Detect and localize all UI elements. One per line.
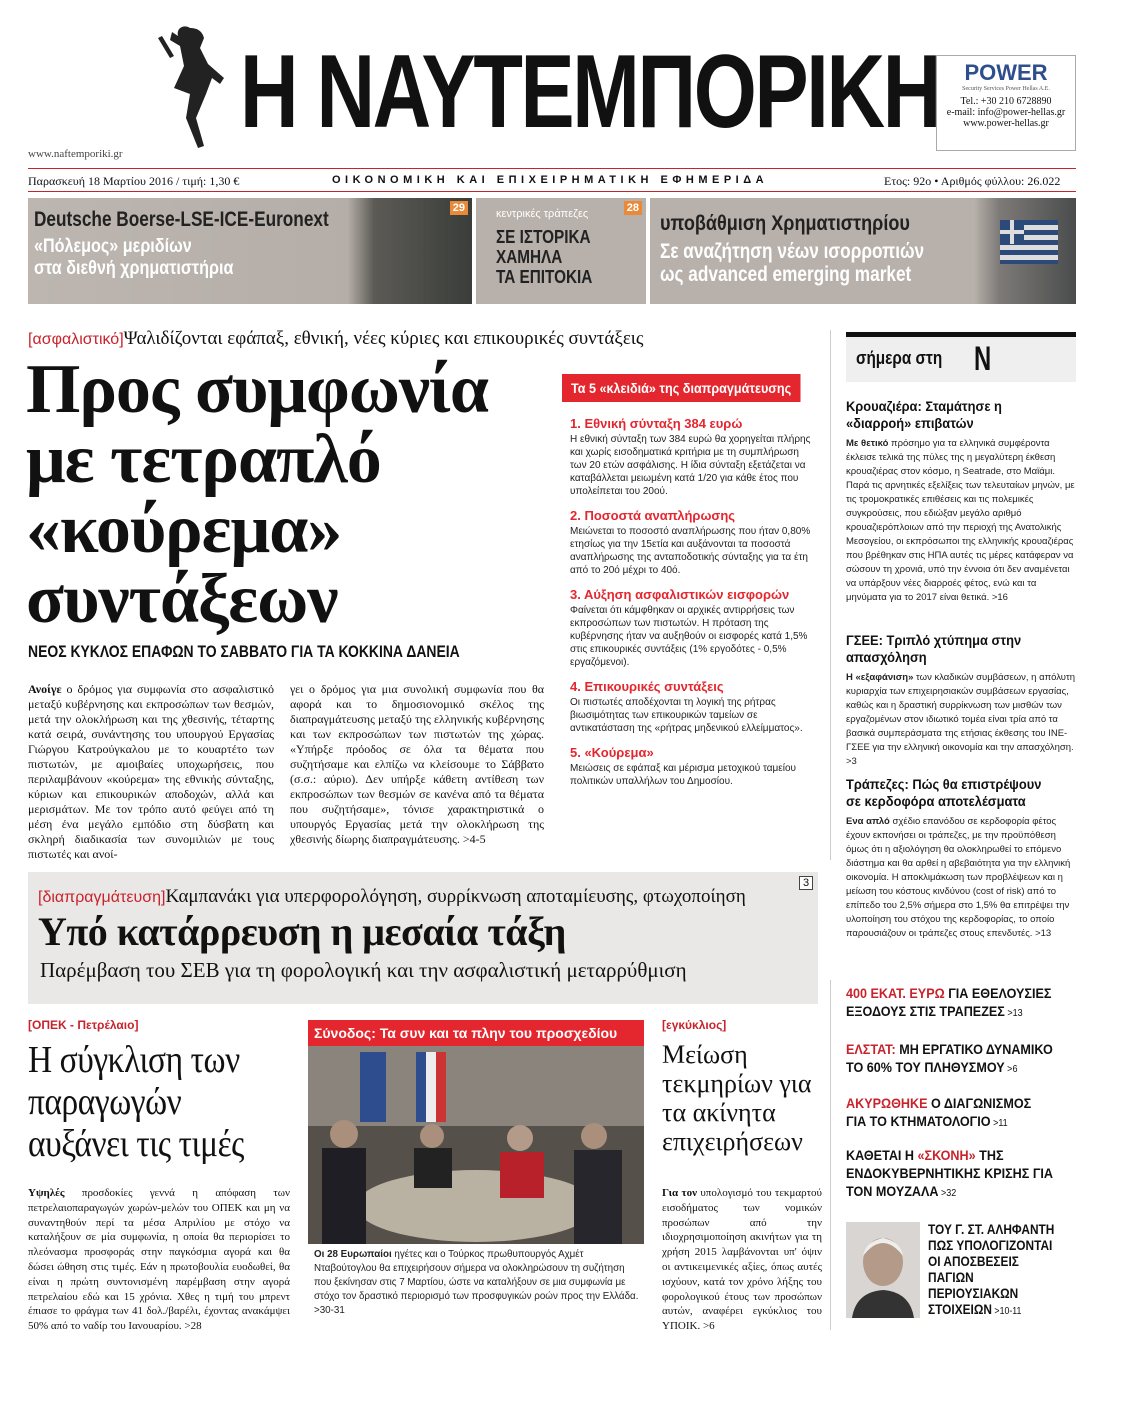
side-story-gsee[interactable]: ΓΣΕΕ: Τριπλό χτύπημα στην απασχόληση Η «εξαφάνιση» των κλαδικών συμβάσεων, η απόλυτη κυριαρχία των επιχειρησιακών συμβάσεων εργασίας, καθώς και η δραστική συρρίκνωση των μισθών των εργαζομένων στον ιδιωτικό τομέα είναι τρία από τα βασικά συμπεράσματα της ετήσιας έκθεσης του ΙΝΕ-ΓΣΕΕ για την ελληνική οικονομία και την απασχόληση. >3 [846,632,1076,767]
interview-headline[interactable]: ΤΟΥ Γ. ΣΤ. ΑΛΗΦΑΝΤΗ ΠΩΣ ΥΠΟΛΟΓΙΖΟΝΤΑΙ ΟΙ ΑΠΟΣΒΕΣΕΙΣ ΠΑΓΙΩΝ ΠΕΡΙΟΥΣΙΑΚΩΝ ΣΤΟΙΧΕΙΩΝ >10-11 [928,1222,1055,1317]
opec-headline[interactable]: Η σύγκλιση των παραγωγών αυξάνει τις τιμές [28,1039,244,1165]
lead-body-col1: Ανοίγε ο δρόμος για συμφωνία στο ασφαλιστικό μεταξύ κυβέρνησης και εκπροσώπων των θεσμών, μετά την ολοκλήρωση και της χθεσινής, τέταρτης κατά σειρά, συνάντησης του υπουργού Εργασίας Γιώργου Κατρούγκαλου με το κουαρτέτο των πιστωτών, με αμοιβαίες υποχωρήσεις, που περιλαμβάνουν «κούρεμα» της εθνικής σύνταξης, κύριων και επικουρικών αποδοχών, αλλά και μερισμάτων. Με τον τρόπο αυτό φεύγει από τη μέση ένα μεγάλο εμπόδιο στη δύσβατη και σκληρή διαδικασία των συνομιλιών με τους πιστωτές και ανοί- [28,682,274,861]
promo-page: 29 [450,201,468,215]
mercury-logo-icon [150,18,228,158]
sidebar-n-logo: N [974,340,992,378]
date-price: Παρασκευή 18 Μαρτίου 2016 / τιμή: 1,30 € [28,174,240,188]
power-ad[interactable] [936,55,1076,151]
circular-body: Για τον υπολογισμό του τεκμαρτού εισοδήματος των νομικών προσώπων από την ιδιοχρησιμοποίηση ακινήτων για τη χρήση 2015 λαμβάνονται υπ' όψιν οι αντικειμενικές αξίες, όπως αυτές ισχύουν, κατά τον χρόνο λήξης του φορολογικού έτους των προσώπων αυτών, αναφέρει εγκύκλιος του ΥΠΟΙΚ. >6 [662,1187,822,1333]
column-divider [830,330,831,860]
promo-subline: «Πόλεμος» μεριδίων στα διεθνή χρηματιστήρια [34,236,234,279]
masthead-title: Η ΝΑΥΤΕΜΠΟΡΙΚΗ [240,34,939,150]
sidebar-title: σήμερα στη [856,348,943,368]
promo-stock-exchanges[interactable] [28,198,472,304]
keys-header: Τα 5 «κλειδιά» της διαπραγμάτευσης [562,374,800,402]
ad-web: www.power-hellas.gr [963,118,1049,129]
quick-hit[interactable]: ΚΑΘΕΤΑΙ Η «ΣΚΟΝΗ» ΤΗΣ ΕΝΔΟΚΥΒΕΡΝΗΤΙΚΗΣ ΚΡΙΣΗΣ ΓΙΑ ΤΟΝ ΜΟΥΖΑΛΑ >32 [846,1147,1053,1199]
ad-email: e-mail: info@power-hellas.gr [946,107,1066,118]
key-item: 5. «Κούρεμα» Μειώσεις σε εφάπαξ και μέρισμα μετοχικού ταμείου πολιτικών υπαλλήλων του Δημοσίου. [570,745,797,787]
french-flag-icon [416,1052,446,1122]
promo-headline: Deutsche Boerse-LSE-ICE-Euronext [34,208,329,231]
quick-hit[interactable]: ΑΚΥΡΩΘΗΚΕ Ο ΔΙΑΓΩΝΙΣΜΟΣ ΓΙΑ ΤΟ ΚΤΗΜΑΤΟΛΟΓΙΟ >11 [846,1095,1032,1129]
mid-kicker: [διαπραγμάτευση]Καμπανάκι για υπερφορολόγηση, συρρίκνωση αποταμίευσης, φτωχοποίηση [38,886,746,907]
circular-headline[interactable]: Μείωση τεκμηρίων για τα ακίνητα επιχειρήσεων [662,1040,812,1157]
ad-sub: Security Services Power Hellas A.E. [962,86,1050,92]
promo-stock-downgrade[interactable] [650,198,1076,304]
mid-deck: Παρέμβαση του ΣΕΒ για τη φορολογική και την ασφαλιστική μεταρρύθμιση [40,958,687,982]
key-item: 2. Ποσοστά αναπλήρωσης Μειώνεται το ποσοστό αναπλήρωσης που ήταν 0,80% ετησίως για την 15ετία και αυξάνονται τα ποσοστά αναπλήρωσης της ανταποδοτικής σύνταξης για τα έτη από το 20ό μέχρι το 40ό. [570,508,811,576]
summit-banner[interactable]: Σύνοδος: Τα συν και τα πλην του προσχεδίου [308,1020,644,1046]
lead-body-col2: γει ο δρόμος για μια συνολική συμφωνία που θα αφορά και το δημοσιονομικό σκέλος της διαπραγμάτευσης μεταξύ της ελληνικής κυβέρνησης και των εκπροσώπων των πιστωτών της χώρας. «Υπήρξε πρόοδος σε όλα τα θέματα που συζητήσαμε και ελπίζω να κλείσουμε το Σάββατο (σ.σ.: αύριο). Δεν υπήρξε κάθετη αντίθεση των εκπροσώπων των θεσμών σε κανένα από τα θέματα που συζητήσαμε», τόνισε χαρακτηριστικά ο υπουργός Εργασίας μετά την ολοκλήρωση της χθεσινής δίωρης διαπραγμάτευσης. >4-5 [290,682,544,846]
promo-page: 28 [624,201,642,215]
quick-hit[interactable]: 400 ΕΚΑΤ. ΕΥΡΩ ΓΙΑ ΕΘΕΛΟΥΣΙΕΣ ΕΞΟΔΟΥΣ ΣΤΙΣ ΤΡΑΠΕΖΕΣ >13 [846,985,1052,1019]
power-logo-icon: POWER [964,60,1048,85]
circular-kicker: [εγκύκλιος] [662,1018,727,1032]
opec-body: Υψηλές προσδοκίες γεννά η απόφαση των πετρελαιοπαραγωγών χωρών-μελών του ΟΠΕΚ και μη να συναντηθούν περί τα μέσα Απριλίου με στόχο να καταλήξουν σε μία συμφωνία, η οποία θα περιορίσει το πλεόνασμα προσφοράς στην παγκόσμια αγορά και θα δώσει ώθηση στις τιμές. Εάν η πρωτοβουλία ευοδωθεί, θα είναι η πρώτη συντονισμένη παρέμβαση στην αγορά πετρελαίου εδώ και 15 χρόνια. Χθες η τιμή του μπρεντ έπιασε το φράγμα των 41 δολ./βαρέλι, έχοντας ανακάμψει 50% από το ναδίρ του Ιανουαρίου. >28 [28,1187,290,1333]
side-story-banks[interactable]: Τράπεζες: Πώς θα επιστρέψουν σε κερδοφόρα αποτελέσματα Ενα απλό σχέδιο επανόδου σε κερδοφορία φέτος έχουν εκπονήσει οι τράπεζες, με την προϋπόθεση όμως ότι η αξιολόγηση θα ολοκληρωθεί το επόμενο διάστημα και θα αρθεί η αβεβαιότητα για την ελληνική οικονομία. Η αποκλιμάκωση των προβλέψεων και η μείωση του κόστους κινδύνου (cost of risk) από το επίπεδο του 2,5% σήμερα στο 1,5% θα επιτρέψει την υλοποίηση του στόχου της κερδοφορίας, το οποίο παρουσιάζουν οι τράπεζες στους επενδυτές. >13 [846,776,1071,939]
summit-photo [308,1046,644,1244]
quick-hit[interactable]: ΕΛΣΤΑΤ: ΜΗ ΕΡΓΑΤΙΚΟ ΔΥΝΑΜΙΚΟ ΤΟ 60% ΤΟΥ ΠΛΗΘΥΣΜΟΥ >6 [846,1041,1053,1075]
side-story-cruise[interactable]: Κρουαζιέρα: Σταμάτησε η «διαρροή» επιβατών Με θετικό πρόσημο για τα ελληνικά συμφέροντα έκλεισε τελικά της πύλες της η μεγαλύτερη έκθεση κρουαζιέρας στον κόσμο, η Seatrade, στο Μαϊάμι. Παρά τις αρνητικές εξελίξεις των τελευταίων μηνών, με τις τρομοκρατικές επιθέσεις και τις πολεμικές συγκρούσεις, που εδιώξαν μεγάλο αριθμό κρουαζιερόπλοιων από την περιοχή της Ανατολικής Μεσογείου, οι εκπρόσωποι της ελληνικής κρουαζιέρας που βρέθηκαν στις ΗΠΑ αυτές τις μέρες κατάφεραν να σώσουν τη χρονιά, υπό την έννοια ότι δεν αναμένεται να υπάρξουν νέες διαρροές φέτος, ενώ και τα μηνύματα για το 2017 είναι θετικά. >16 [846,398,1075,603]
summit-caption: Οι 28 Ευρωπαίοι ηγέτες και ο Τούρκος πρωθυπουργός Αχμέτ Νταβούτογλου θα επιχειρήσουν σήμερα να ολοκληρώσουν τη συζήτηση που ξεκίνησαν στις 7 Μαρτίου, ώστε να καταλήξουν σε μια συμφωνία με στόχο τον δραστικό περιορισμό των προσφυγικών ροών προς την Ελλάδα. >30-31 [314,1249,639,1316]
masthead-subtitle: ΟΙΚΟΝΟΜΙΚΗ ΚΑΙ ΕΠΙΧΕΙΡΗΜΑΤΙΚΗ ΕΦΗΜΕΡΙΔΑ [332,174,769,186]
promo-central-banks[interactable] [476,198,646,304]
greek-flag-icon [1000,220,1058,264]
opec-kicker: [ΟΠΕΚ - Πετρέλαιο] [28,1018,139,1032]
key-item: 3. Αύξηση ασφαλιστικών εισφορών Φαίνεται ότι κάμφθηκαν οι αρχικές αντιρρήσεις των εκπροσώπων των πιστωτών. Η πρόταση της κυβέρνησης ήταν να αυξηθούν οι εισφορές κατά 1,5% στις επικουρικές συντάξεις (1% εργοδότες - 0,5% εργαζόμενοι). [570,587,808,668]
lead-headline[interactable]: Προς συμφωνία με τετραπλό «κούρεμα» συντάξεων [26,351,488,638]
lead-kicker: [ασφαλιστικό]Ψαλιδίζονται εφάπαξ, εθνική, νέες κύριες και επικουρικές συντάξεις [28,328,644,349]
eu-flag-icon [360,1052,386,1122]
mid-page: 3 [799,876,813,890]
lead-deck: ΝΕΟΣ ΚΥΚΛΟΣ ΕΠΑΦΩΝ ΤΟ ΣΑΒΒΑΤΟ ΓΙΑ ΤΑ ΚΟΚΚΙΝΑ ΔΑΝΕΙΑ [28,642,460,661]
masthead-rule-top [28,168,1076,169]
key-item: 4. Επικουρικές συντάξεις Οι πιστωτές αποδέχονται τη λογική της ρήτρας βιωσιμότητας των επικουρικών ταμείων σε αντικατάσταση της «ρήτρας μηδενικού ελλείμματος». [570,679,803,734]
promo-headline: υποβάθμιση Χρηματιστηρίου [660,212,910,235]
promo-subline: Σε αναζήτηση νέων ισορροπιών ως advanced emerging market [660,240,925,287]
portrait-photo [846,1222,920,1318]
ad-tel: Tel.: +30 210 6728890 [960,96,1052,107]
mid-headline[interactable]: Υπό κατάρρευση η μεσαία τάξη [38,909,566,954]
key-item: 1. Εθνική σύνταξη 384 ευρώ Η εθνική σύνταξη των 384 ευρώ θα χορηγείται πλήρης και χωρίς εισοδηματικά κριτήρια με τη συμπλήρωση των 20 ετών ασφάλισης. Η ίδια σύνταξη εξετάζεται να καταβάλλεται μειωμένη κατά 1/20 για κάθε έτος που υπολείπεται του 20ού. [570,416,811,497]
promo-kicker: κεντρικές τράπεζες [496,208,589,220]
promo-subline: ΣΕ ΙΣΤΟΡΙΚΑ ΧΑΜΗΛΑ ΤΑ ΕΠΙΤΟΚΙΑ [496,227,593,287]
keys-list [570,416,818,798]
issue-number: Ετος: 92ο • Αριθμός φύλλου: 26.022 [884,174,1061,188]
masthead-rule-bottom [28,191,1076,192]
site-url[interactable]: www.naftemporiki.gr [28,148,123,160]
column-divider [830,980,831,1330]
